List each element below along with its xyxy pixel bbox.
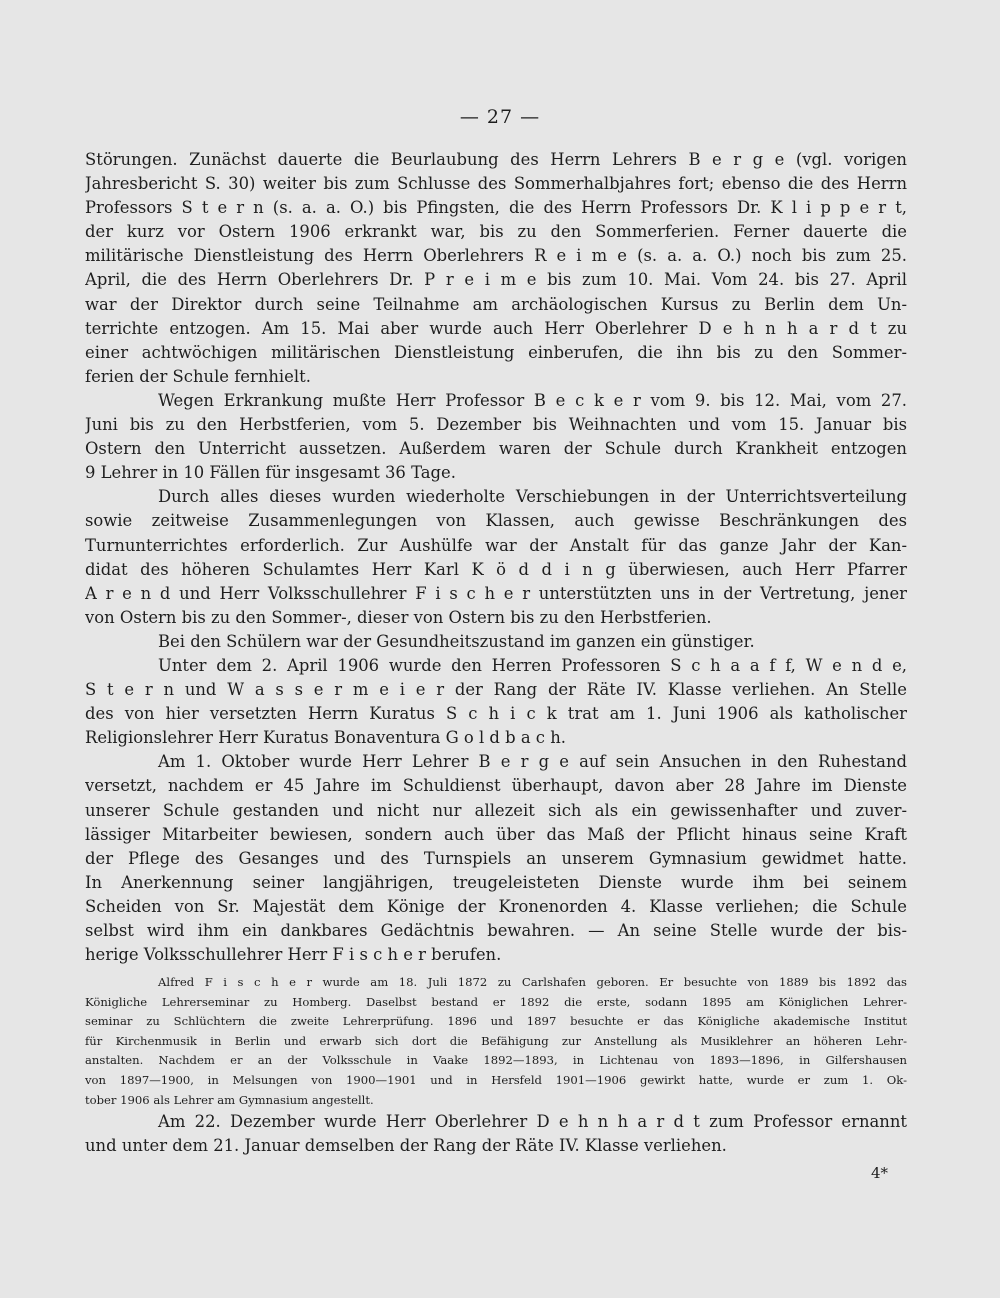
paragraph-line: Unter dem 2. April 1906 wurde den Herren Professoren S c h a a f f, W e n d e,: [158, 655, 907, 675]
paragraph-line: Religionslehrer Herr Kuratus Bonaventura G o l d b a c h.: [85, 728, 566, 748]
paragraph-line: Durch alles dieses wurden wiederholte Verschiebungen in der Unterrichtsverteilung: [158, 487, 907, 507]
paragraph-line: Am 1. Oktober wurde Herr Lehrer B e r g e auf sein Ansuchen in den Ruhestand: [158, 752, 907, 772]
paragraph-line: des von hier versetzten Herrn Kuratus S c h i c k trat am 1. Juni 1906 als katholischer: [85, 704, 907, 724]
paragraph-line: Turnunterrichtes erforderlich. Zur Aushülfe war der Anstalt für das ganze Jahr der Kan-: [85, 535, 907, 555]
paragraph-line: didat des höheren Schulamtes Herr Karl K ö d d i n g überwiesen, auch Herr Pfarrer: [85, 559, 907, 579]
paragraph-line: und unter dem 21. Januar demselben der Rang der Räte IV. Klasse verliehen.: [85, 1136, 727, 1156]
closing-paragraph: [85, 1110, 907, 1158]
paragraph-line: 9 Lehrer in 10 Fällen für insgesamt 36 Tage.: [85, 463, 456, 483]
footnote-line: Alfred F i s c h e r wurde am 18. Juli 1872 zu Carlshafen geboren. Er besuchte von 1889 bis 1892 das: [158, 975, 907, 989]
paragraph-line: selbst wird ihm ein dankbares Gedächtnis bewahren. — An seine Stelle wurde der bis-: [85, 921, 907, 940]
paragraph-line: einer achtwöchigen militärischen Dienstleistung einberufen, die ihn bis zu den Sommer-: [85, 342, 907, 362]
paragraph-line: Störungen. Zunächst dauerte die Beurlaubung des Herrn Lehrers B e r g e (vgl. vorigen: [85, 150, 907, 169]
paragraph-line: unserer Schule gestanden und nicht nur allezeit sich als ein gewissenhafter und zuver-: [85, 800, 907, 820]
paragraph-line: Professors S t e r n (s. a. a. O.) bis Pfingsten, die des Herrn Professors Dr. K l i p p e r t,: [85, 198, 907, 218]
footnote-line: seminar zu Schlüchtern die zweite Lehrerprüfung. 1896 und 1897 besuchte er das Königliche akademische Institut: [85, 1014, 907, 1029]
paragraph-line: Bei den Schülern war der Gesundheitszustand im ganzen ein günstiger.: [158, 631, 755, 651]
paragraph-line: herige Volksschullehrer Herr F i s c h e r berufen.: [85, 945, 502, 965]
paragraph-line: der kurz vor Ostern 1906 erkrankt war, bis zu den Sommerferien. Ferner dauerte die: [85, 222, 907, 242]
paragraph-line: war der Direktor durch seine Teilnahme am archäologischen Kursus zu Berlin dem Un-: [85, 294, 907, 314]
footnote-line: tober 1906 als Lehrer am Gymnasium angestellt.: [85, 1092, 374, 1107]
paragraph-line: der Pflege des Gesanges und des Turnspiels an unserem Gymnasium gewidmet hatte.: [85, 848, 907, 868]
paragraph-line: terrichte entzogen. Am 15. Mai aber wurde auch Herr Oberlehrer D e h n h a r d t zu: [85, 318, 907, 338]
paragraph-line: Am 22. Dezember wurde Herr Oberlehrer D e h n h a r d t zum Professor ernannt: [158, 1112, 907, 1131]
paragraph-line: Juni bis zu den Herbstferien, vom 5. Dezember bis Weihnachten und vom 15. Januar bis: [85, 415, 907, 435]
paragraph-line: Ostern den Unterricht aussetzen. Außerdem waren der Schule durch Krankheit entzogen: [85, 439, 907, 459]
paragraph-line: militärische Dienstleistung des Herrn Oberlehrers R e i m e (s. a. a. O.) noch bis zum 25.: [85, 246, 907, 266]
paragraph-line: Scheiden von Sr. Majestät dem Könige der Kronenorden 4. Klasse verliehen; die Schule: [85, 896, 907, 916]
page-number: — 27 —: [459, 106, 541, 128]
paragraph-line: April, die des Herrn Oberlehrers Dr. P r e i m e bis zum 10. Mai. Vom 24. bis 27. April: [85, 270, 907, 290]
paragraph-line: S t e r n und W a s s e r m e i e r der Rang der Räte IV. Klasse verliehen. An Stelle: [85, 680, 907, 700]
paragraph-line: versetzt, nachdem er 45 Jahre im Schuldienst überhaupt, davon aber 28 Jahre im Dienste: [85, 776, 907, 796]
footnote-line: von 1897—1900, in Melsungen von 1900—1901 und in Hersfeld 1901—1906 gewirkt hatte, wurde er zum 1. Ok-: [85, 1072, 907, 1087]
paragraph-line: lässiger Mitarbeiter bewiesen, sondern auch über das Maß der Pflicht hinaus seine Kraft: [85, 824, 907, 844]
paragraph-line: sowie zeitweise Zusammenlegungen von Klassen, auch gewisse Beschränkungen des: [85, 511, 907, 531]
footnote-line: für Kirchenmusik in Berlin und erwarb sich dort die Befähigung zur Anstellung als Musiklehrer an höheren Lehr-: [85, 1033, 907, 1048]
footnote: [85, 973, 907, 1110]
paragraph-line: Wegen Erkrankung mußte Herr Professor B e c k e r vom 9. bis 12. Mai, vom 27.: [158, 390, 907, 410]
paragraph-line: In Anerkennung seiner langjährigen, treugeleisteten Dienste wurde ihm bei seinem: [85, 872, 907, 892]
sheet-signature-mark: 4*: [870, 1164, 888, 1182]
footnote-line: anstalten. Nachdem er an der Volksschule in Vaake 1892—1893, in Lichtenau von 1893—1896, in Gilfershausen: [85, 1053, 907, 1068]
body-text: [85, 148, 907, 967]
paragraph-line: von Ostern bis zu den Sommer-, dieser von Ostern bis zu den Herbstferien.: [85, 607, 712, 627]
paragraph-line: Jahresbericht S. 30) weiter bis zum Schlusse des Sommerhalbjahres fort; ebenso die des Herrn: [85, 174, 907, 194]
paragraph-line: A r e n d und Herr Volksschullehrer F i s c h e r unterstützten uns in der Vertretung, jener: [85, 583, 907, 603]
footnote-line: Königliche Lehrerseminar zu Homberg. Daselbst bestand er 1892 die erste, sodann 1895 am Königlichen Lehrer-: [85, 994, 907, 1009]
paragraph-line: ferien der Schule fernhielt.: [85, 366, 311, 386]
